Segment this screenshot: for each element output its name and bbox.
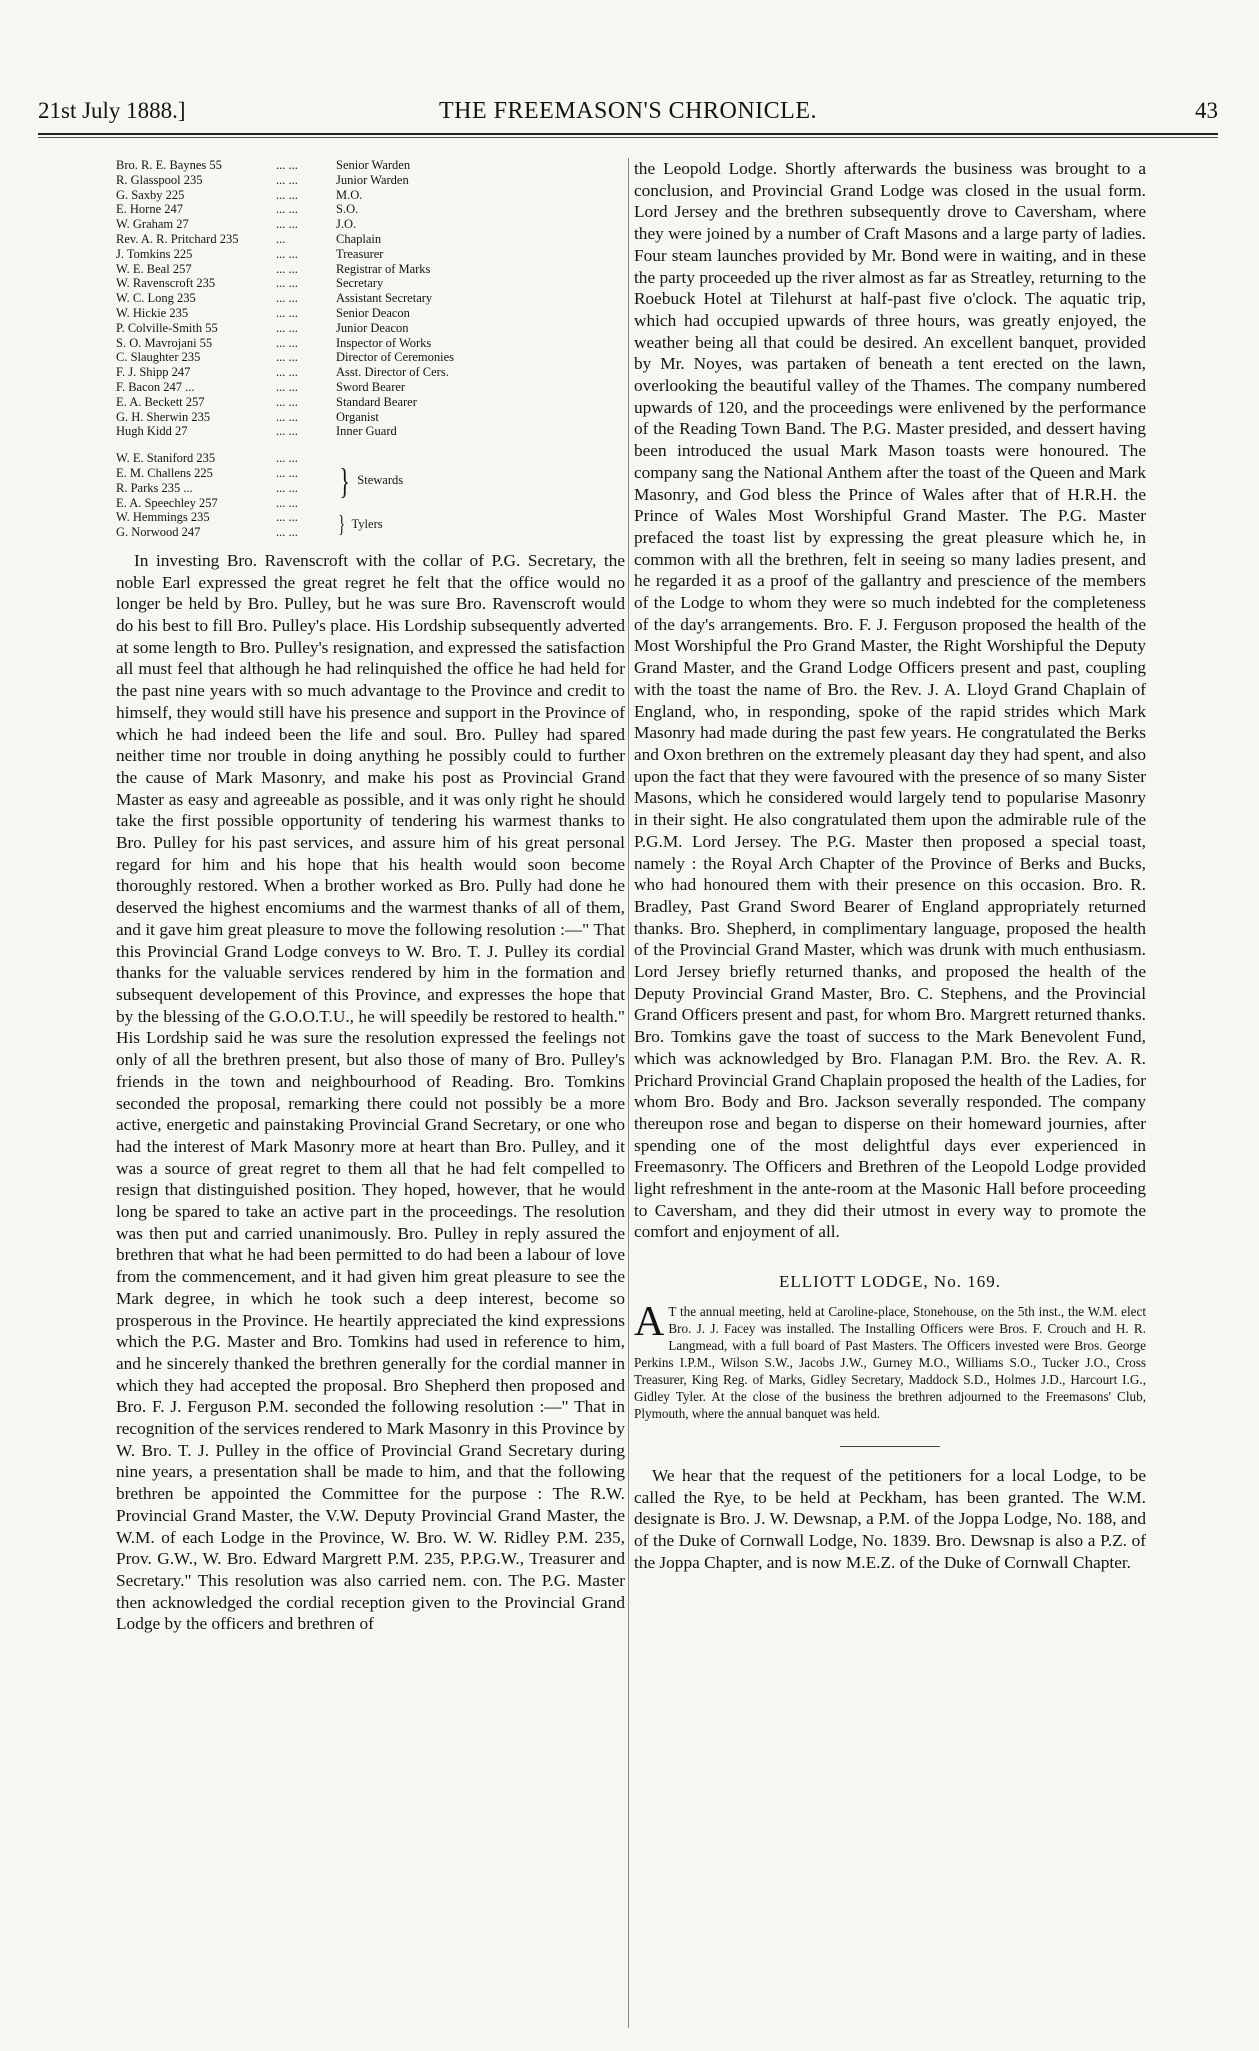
left-column: [116, 158, 625, 1635]
leader-dots: ... ...: [276, 525, 298, 540]
brace-symbol: }: [338, 512, 346, 539]
officer-row: [116, 481, 336, 496]
leader-dots: ... ...: [276, 305, 298, 320]
leader-dots: ... ...: [276, 335, 298, 350]
tylers-block: [116, 510, 625, 540]
officer-row: [116, 350, 625, 365]
leader-dots: ... ...: [276, 510, 298, 525]
leader-dots: ... ...: [276, 495, 298, 510]
officer-name: R. Glasspool 235: [116, 172, 203, 187]
rye-lodge-notice: We hear that the request of the petitioners for a local Lodge, to be called the Rye, to be held at Peckham, has been granted. The W.M. designate is Bro. J. W. Dewsnap, a P.M. of the Joppa Lodge, No. 188, and of the Duke of Cornwall Lodge, No. 1839. Bro. Dewsnap is also a P.Z. of the Joppa Chapter, and is now M.E.Z. of the Duke of Cornwall Chapter.: [634, 1465, 1146, 1572]
officer-name: E. M. Challens 225: [116, 465, 213, 480]
officer-name: E. A. Speechley 257: [116, 495, 218, 510]
officer-role: Registrar of Marks: [336, 261, 431, 276]
officer-name: P. Colville-Smith 55: [116, 320, 218, 335]
officer-role: Assistant Secretary: [336, 291, 433, 306]
officer-row: [116, 276, 625, 291]
officer-row: [116, 510, 336, 525]
leader-dots: ... ...: [276, 424, 298, 439]
officer-row: [116, 395, 625, 410]
officer-row: [116, 232, 625, 247]
officer-role: Inner Guard: [336, 424, 397, 439]
officer-name: Hugh Kidd 27: [116, 424, 188, 439]
brace-symbol: }: [339, 460, 350, 501]
officer-role: Senior Warden: [336, 158, 411, 172]
officer-role: Director of Ceremonies: [336, 350, 455, 365]
officer-row: [116, 365, 625, 380]
officer-row: [116, 158, 625, 173]
tylers-label: Tylers: [351, 517, 383, 532]
officer-name: F. Bacon 247 ...: [116, 379, 195, 394]
officer-name: S. O. Mavrojani 55: [116, 335, 213, 350]
officer-role: Sword Bearer: [336, 379, 406, 394]
officer-row: [116, 173, 625, 188]
officer-row: [116, 451, 336, 466]
leader-dots: ... ...: [276, 187, 298, 202]
publication-title: THE FREEMASON'S CHRONICLE.: [438, 98, 817, 124]
officer-role: Junior Deacon: [336, 320, 409, 335]
drop-cap: A: [634, 1298, 665, 1345]
officer-row: [116, 496, 336, 511]
officer-name: W. E. Staniford 235: [116, 451, 216, 466]
officer-name: E. Horne 247: [116, 202, 183, 217]
officer-role: S.O.: [336, 202, 359, 217]
page-number: 43: [1195, 98, 1218, 123]
officer-name: W. Hemmings 235: [116, 510, 210, 525]
leader-dots: ... ...: [276, 217, 298, 232]
officer-row: [116, 202, 625, 217]
officer-role: Asst. Director of Cers.: [336, 365, 449, 380]
officer-row: [116, 380, 625, 395]
leader-dots: ... ...: [276, 379, 298, 394]
officer-name: W. Ravenscroft 235: [116, 276, 216, 291]
officer-name: J. Tomkins 225: [116, 246, 193, 261]
leader-dots: ...: [276, 231, 286, 246]
officer-role: Standard Bearer: [336, 394, 417, 409]
officer-role: Senior Deacon: [336, 305, 410, 320]
officer-name: W. Hickie 235: [116, 305, 189, 320]
officer-row: [116, 188, 625, 203]
header-rule-thin: [38, 137, 1218, 138]
officer-name: G. H. Sherwin 235: [116, 409, 211, 424]
stewards-label: Stewards: [357, 472, 404, 487]
officer-name: Rev. A. R. Pritchard 235: [116, 231, 239, 246]
leader-dots: ... ...: [276, 172, 298, 187]
leader-dots: ... ...: [276, 291, 298, 306]
right-column: [634, 158, 1146, 1573]
elliott-lodge-text: T the annual meeting, held at Caroline-place, Stonehouse, on the 5th inst., the W.M. elect Bro. J. J. Facey was installed. The Installing Officers were Bros. F. Crouch and H. R. Langmead, with a full board of Past Masters. The Officers invested were Bros. George Perkins I.P.M., Wilson S.W., Jacobs J.W., Gurney M.O., Williams S.O., Tucker J.O., Cross Treasurer, King Reg. of Marks, Gidley Secretary, Maddock S.D., Holmes J.D., Harcourt I.G., Gidley Tyler. At the close of the business the brethren adjourned to the Freemasons' Club, Plymouth, where the annual banquet was held.: [634, 1303, 1146, 1421]
officer-name: W. C. Long 235: [116, 291, 196, 306]
leader-dots: ... ...: [276, 365, 298, 380]
article-paragraph: the Leopold Lodge. Shortly afterwards the business was brought to a conclusion, and Provincial Grand Lodge was closed in the usual form. Lord Jersey and the brethren subsequently drove to Caversham, where they were joined by a number of Craft Masons and a large party of ladies. Four steam launches provided by Mr. Bond were in waiting, and in these the party proceeded up the river almost as far as Streatley, returning to the Roebuck Hotel at Tilehurst at half-past five o'clock. The aquatic trip, which had occupied upwards of three hours, was greatly enjoyed, the weather being all that could be desired. An excellent banquet, provided by Mr. Noyes, was partaken of beneath a tent erected on the lawn, overlooking the beautiful valley of the Thames. The company numbered upwards of 120, and the proceedings were enlivened by the performance of the Reading Town Band. The P.G. Master presided, and dessert having been introduced the usual Mark Mason toasts were honoured. The company sang the National Anthem after the toast of the Queen and Mark Masonry, and God bless the Prince of Wales after that of H.R.H. the Prince of Wales Most Worshipful Grand Master. The P.G. Master prefaced the toast list by expressing the great pleasure which he, in common with all the brethren, felt in seeing so many ladies present, and he regarded it as a proof of the gallantry and prescience of the members of the Lodge to whom they were so much indebted for the completeness of the day's arrangements. Bro. F. J. Ferguson proposed the health of the Most Worshipful the Pro Grand Master, the Right Worshipful the Deputy Grand Master, and the Grand Lodge Officers present and past, coupling with the toast the name of Bro. the Rev. J. A. Lloyd Grand Chaplain of England, who, in responding, spoke of the rapid strides which Mark Masonry had made during the past few years. He congratulated the Berks and Oxon brethren on the extremely pleasant day they had spent, and also upon the fact that they were favoured with the presence of so many Sister Masons, which he considered would largely tend to popularise Masonry in their sight. He also congratulated them upon the admirable rule of the P.G.M. Lord Jersey. The P.G. Master then proposed a special toast, namely : the Royal Arch Chapter of the Province of Berks and Bucks, who had honoured them with their presence on this occasion. Bro. R. Bradley, Past Grand Sword Bearer of England appropriately returned thanks. Bro. Shepherd, in complimentary language, proposed the health of the Provincial Grand Master, which was drunk with much enthusiasm. Lord Jersey briefly returned thanks, and proposed the health of the Deputy Provincial Grand Master, Bro. C. Stephens, and the Provincial Grand Officers present and past, for whom Bro. Margrett returned thanks. Bro. Tomkins gave the toast of success to the Mark Benevolent Fund, which was acknowledged by Bro. Flanagan P.M. Bro. the Rev. A. R. Prichard Provincial Grand Chaplain proposed the health of the Ladies, for whom Bro. Body and Bro. Jackson severally responded. The company thereupon rose and began to disperse on their homeward journies, after spending one of the most delightful days ever experienced in Freemasonry. The Officers and Brethren of the Leopold Lodge provided light refreshment in the ante-room at the Masonic Hall before proceeding to Caversham, and they did their utmost in every way to promote the comfort and enjoyment of all.: [634, 159, 1146, 1242]
leader-dots: ... ...: [276, 202, 298, 217]
leader-dots: ... ...: [276, 465, 298, 480]
article-paragraph: In investing Bro. Ravenscroft with the collar of P.G. Secretary, the noble Earl expressed the great regret he felt that the office would no longer be held by Bro. Pulley, but he was sure Bro. Ravenscroft would do his best to fill Bro. Pulley's place. His Lordship subsequently adverted at some length to Bro. Pulley's resignation, and expressed the satisfaction all must feel that although he had relinquished the office he had held for the past nine years with so much advantage to the Province and credit to himself, they would still have his presence and support in the Province of which he had indeed been the life and soul. Bro. Pulley had spared neither time nor trouble in doing anything he possibly could to further the cause of Mark Masonry, and make his post as Provincial Grand Master as easy and agreeable as possible, and it was only right he should take the first possible opportunity of tendering his warmest thanks to Bro. Pulley for his past services, and assure him of his great personal regard for him and his hope that his health would soon become thoroughly restored. When a brother worked as Bro. Pully had done he deserved the highest encomiums and the warmest thanks of all of them, and it gave him great pleasure to move the following resolution :—" That this Provincial Grand Lodge conveys to W. Bro. T. J. Pulley its cordial thanks for the valuable services rendered by him in the formation and subsequent developement of this Province, and expresses the hope that by the blessing of the G.O.O.T.U., he will speedily be restored to health." His Lordship said he was sure the resolution expressed the feelings not only of all the brethren present, but also those of many of Bro. Pulley's friends in the town and neighbourhood of Reading. Bro. Tomkins seconded the proposal, remarking there could not possibly be a more active, energetic and painstaking Provincial Grand Secretary, or one who had the interest of Mark Masonry more at heart than Bro. Pulley, and it was a source of great regret to them all that he had felt compelled to resign that distinguished position. They hoped, however, that he would long be spared to take an active part in the proceedings. The resolution was then put and carried unanimously. Bro. Pulley in reply assured the brethren that what he had been permitted to do had been a labour of love from the commencement, and it had given him great pleasure to see the Mark degree, in which he took such a deep interest, become so prosperous in the Province. He heartily appreciated the kind expressions which the P.G. Master and Bro. Tomkins had used in reference to him, and he sincerely thanked the brethren generally for the cordial manner in which they had accepted the proposal. Bro Shepherd then proposed and Bro. F. J. Ferguson P.M. seconded the following resolution :—" That in recognition of the services rendered to Mark Masonry in this Province by W. Bro. T. J. Pulley in the office of Provincial Grand Secretary during nine years, a presentation shall be made to him, and that the following brethren be appointed the Committee for the purpose : The R.W. Provincial Grand Master, the V.W. Deputy Provincial Grand Master, the W.M. of each Lodge in the Province, W. Bro. W. W. Ridley P.M. 235, Prov. G.W., W. Bro. Edward Margrett P.M. 235, P.P.G.W., Treasurer and Secretary." This resolution was also carried nem. con. The P.G. Master then acknowledged the cordial reception given to the Provincial Grand Lodge by the officers and brethren of: [116, 550, 625, 1634]
leader-dots: ... ...: [276, 350, 298, 365]
officer-name: G. Norwood 247: [116, 525, 201, 540]
officer-row: [116, 306, 625, 321]
officer-row: [116, 466, 336, 481]
officer-row: [116, 262, 625, 277]
leader-dots: ... ...: [276, 451, 298, 466]
officer-role: Junior Warden: [336, 172, 409, 187]
leader-dots: ... ...: [276, 320, 298, 335]
officer-row: [116, 217, 625, 232]
leader-dots: ... ...: [276, 158, 298, 172]
officer-name: W. E. Beal 257: [116, 261, 192, 276]
officer-name: W. Graham 27: [116, 217, 189, 232]
officer-role: Chaplain: [336, 231, 382, 246]
officer-row: [116, 247, 625, 262]
officer-name: G. Saxby 225: [116, 187, 185, 202]
officer-name: F. J. Shipp 247: [116, 365, 191, 380]
elliott-lodge-report: [634, 1298, 1146, 1422]
officers-list: [116, 158, 625, 439]
officer-role: Organist: [336, 409, 379, 424]
leader-dots: ... ...: [276, 246, 298, 261]
leader-dots: ... ...: [276, 409, 298, 424]
leader-dots: ... ...: [276, 261, 298, 276]
leader-dots: ... ...: [276, 276, 298, 291]
officer-name: R. Parks 235 ...: [116, 480, 193, 495]
column-divider: [628, 158, 629, 2028]
officer-name: Bro. R. E. Baynes 55: [116, 158, 222, 172]
officer-role: M.O.: [336, 187, 363, 202]
officer-role: Treasurer: [336, 246, 384, 261]
elliott-lodge-heading: ELLIOTT LODGE, No. 169.: [779, 1272, 1001, 1292]
stewards-block: [116, 451, 625, 510]
header-rule: [38, 133, 1218, 135]
officer-row: [116, 321, 625, 336]
leader-dots: ... ...: [276, 480, 298, 495]
page-header: [38, 94, 1218, 134]
section-divider: [840, 1446, 940, 1447]
officer-row: [116, 410, 625, 425]
leader-dots: ... ...: [276, 394, 298, 409]
officer-role: Secretary: [336, 276, 384, 291]
officer-name: C. Slaughter 235: [116, 350, 201, 365]
issue-date: 21st July 1888.]: [38, 98, 186, 123]
officer-name: E. A. Beckett 257: [116, 394, 205, 409]
officer-row: [116, 291, 625, 306]
officer-role: Inspector of Works: [336, 335, 432, 350]
officer-row: [116, 525, 336, 540]
officer-role: J.O.: [336, 217, 357, 232]
officer-row: [116, 336, 625, 351]
officer-row: [116, 424, 625, 439]
